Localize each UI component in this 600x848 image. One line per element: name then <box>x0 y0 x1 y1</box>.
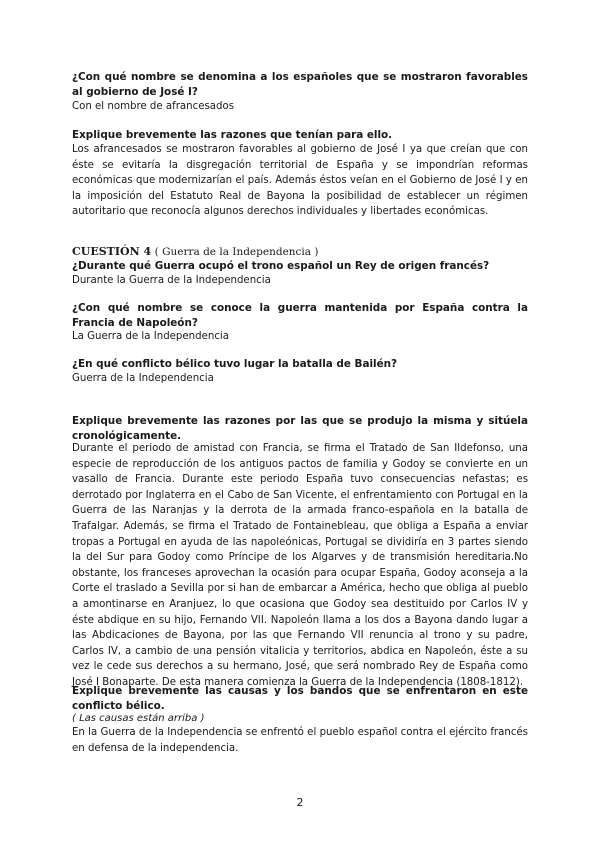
question-afrancesados-name: ¿Con qué nombre se denomina a los españoles que se mostraron favorables al gobierno de José I? <box>72 71 528 98</box>
question-afrancesados-reasons: Explique brevemente las razones que tenían para ello. <box>72 129 393 141</box>
question-bailen-battle: ¿En qué conflicto bélico tuvo lugar la batalla de Bailén? <box>72 358 398 370</box>
answer-war-sides: En la Guerra de la Independencia se enfrentó el pueblo español contra el ejército francés en defensa de la independencia. <box>72 727 528 754</box>
section-heading <box>72 244 528 260</box>
question-french-king-war: ¿Durante qué Guerra ocupó el trono español un Rey de origen francés? <box>72 260 490 272</box>
heading-subtitle: ( Guerra de la Independencia ) <box>154 246 319 258</box>
page-number: 2 <box>296 796 304 809</box>
answer-french-king-war: Durante la Guerra de la Independencia <box>72 275 271 286</box>
answer-bailen-battle: Guerra de la Independencia <box>72 373 214 384</box>
question-war-name: ¿Con qué nombre se conoce la guerra mantenida por España contra la Francia de Napoleón? <box>72 302 528 329</box>
answer-war-reasons: Durante el periodo de amistad con Francia, se firma el Tratado de San Ildefonso, una especie de reproducción de los antiguos pactos de familia y Godoy se convierte en un vasallo de Francia. Durante este periodo España tuvo consecuencias nefastas; es derrotado por Inglaterra en el Cabo de San Vicente, el enfrentamiento con Portugal en la Guerra de las Naranjas y la derrota de la armada franco-española en la batalla de Trafalgar. Además, se firma el Tratado de Fontainebleau, que obliga a España a enviar tropas a Portugal en ayuda de las napoleónicas, Portugal se dividiría en 3 partes siendo la del Sur para Godoy como Príncipe de los Algarves y de transmisión hereditaria.No obstante, los franceses aprovechan la ocasión para ocupar España, Godoy aconseja a la Corte el traslado a Sevilla por si han de embarcar a América, hecho que obliga al pueblo a amontinarse en Aranjuez, lo que ocasiona que Godoy sea destituido por Carlos IV y éste abdique en su hijo, Fernando VII. Napoleón llama a los dos a Bayona dando lugar a las Abdicaciones de Bayona, por las que Fernando VII renuncia al trono y su padre, Carlos IV, a cambio de una pensión vitalicia y territorios, abdica en Napoleón, éste a su vez le cede sus derechos a su hermano, José, que será nombrado Rey de España como José I Bonaparte. De esta manera comienza la Guerra de la Independencia (1808-1812). <box>72 443 528 688</box>
question-war-reasons: Explique brevemente las razones por las que se produjo la misma y sitúela cronológicamente. <box>72 415 528 442</box>
note-causes-above: ( Las causas están arriba ) <box>72 713 205 724</box>
heading-title: CUESTIÓN 4 <box>72 245 152 258</box>
answer-war-name: La Guerra de la Independencia <box>72 331 229 342</box>
answer-afrancesados-name: Con el nombre de afrancesados <box>72 101 235 112</box>
question-war-sides: Explique brevemente las causas y los bandos que se enfrentaron en este conflicto bélico. <box>72 685 528 712</box>
answer-afrancesados-reasons: Los afrancesados se mostraron favorables al gobierno de José I ya que creían que con éste se evitaría la disgregación territorial de España y se impondrían reformas económicas que modernizarían el país. Además éstos veían en el Gobierno de José I y en la imposición del Estatuto Real de Bayona la posibilidad de establecer un régimen autoritario que reconocía algunos derechos individuales y libertades económicas. <box>72 144 528 218</box>
